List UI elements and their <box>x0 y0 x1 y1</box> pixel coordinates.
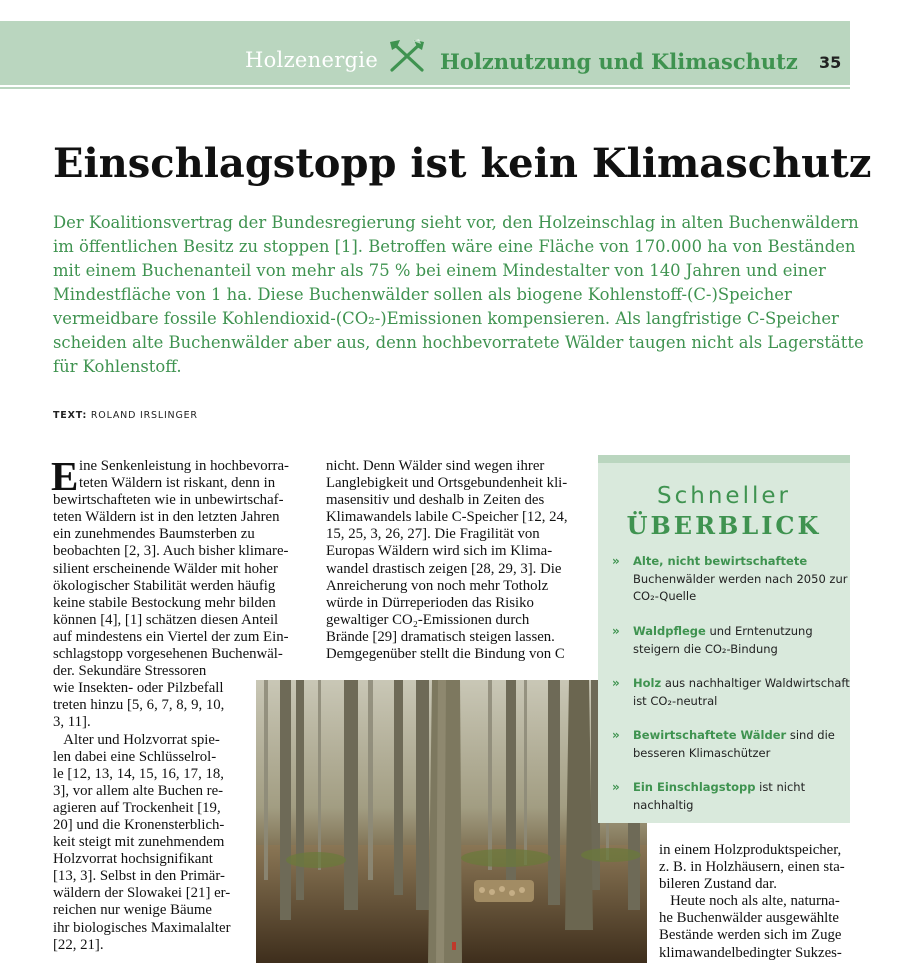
bullet-chevron-icon: » <box>612 624 620 638</box>
body-line: in einem Holzproduktspeicher, <box>659 842 842 858</box>
body-line: ihr biologisches Maximalalter <box>53 919 231 936</box>
overview-item-rest: und Erntenutzung <box>705 624 813 638</box>
lead-line: Der Koalitionsvertrag der Bundesregierung sieht vor, den Holzeinschlag in alten Buchenwäldern <box>53 213 859 232</box>
body-line: [13, 3]. Selbst in den Primär- <box>53 868 225 885</box>
body-line: wandel drastisch zeigen [28, 29, 3]. Die <box>326 560 562 577</box>
body-line: len dabei eine Schlüsselrol- <box>53 748 217 765</box>
body-line: Klimawandels labile C-Speicher [12, 24, <box>326 509 568 526</box>
header-section-label: Holzenergie <box>245 48 379 72</box>
overview-item-line: nachhaltig <box>633 797 694 812</box>
body-line: keit steigt mit zunehmendem <box>53 834 225 851</box>
lead-line: für Kohlenstoff. <box>53 357 182 376</box>
overview-item-highlight: Ein Einschlagstopp <box>633 780 756 794</box>
bullet-chevron-icon: » <box>612 676 620 690</box>
body-column-3 <box>659 842 854 962</box>
bullet-chevron-icon: » <box>612 780 620 794</box>
body-line: Brände [29] dramatisch steigen lassen. <box>326 628 555 645</box>
bullet-chevron-icon: » <box>612 728 620 742</box>
lead-line: scheiden alte Buchenwälder aber aus, denn hochbevorratete Wälder taugen nicht als Lagerstätte <box>53 333 864 352</box>
overview-item <box>612 675 850 710</box>
body-line: Anreicherung von noch mehr Totholz <box>326 577 549 594</box>
beech-forest-photo <box>256 680 647 963</box>
body-line: Europas Wäldern wird sich im Klima- <box>326 543 553 560</box>
body-line: 20] und die Kronensterblich- <box>53 816 225 833</box>
body-line: ein zunehmendes Baumsterben zu <box>53 526 255 543</box>
body-line: 3, 11]. <box>53 714 91 731</box>
overview-item-rest: ist nicht <box>755 780 806 794</box>
body-line: masensitiv und deshalb in Zeiten des <box>326 492 545 509</box>
overview-item <box>612 623 842 658</box>
body-line: agieren auf Trockenheit [19, <box>53 799 221 816</box>
lead-line: vermeidbare fossile Kohlendioxid-(CO₂-)Emissionen kompensieren. Als langfristige C-Speicher <box>53 309 839 328</box>
body-line: können [4], [1] schätzen diesen Anteil <box>53 611 279 628</box>
body-line: bileren Zustand dar. <box>659 876 777 893</box>
body-line: ine Senkenleistung in hochbevorra- <box>79 458 289 474</box>
body-line: Holzvorrat hochsignifikant <box>53 851 213 868</box>
header-rule <box>0 87 850 89</box>
overview-item-line: steigern die CO₂-Bindung <box>633 641 778 656</box>
page-number: 35 <box>819 53 842 72</box>
overview-box <box>598 455 850 823</box>
overview-item-highlight: Alte, nicht bewirtschaftete <box>633 554 808 568</box>
body-line: wäldern der Slowakei [21] er- <box>53 885 231 902</box>
body-line: klimawandelbedingter Sukzes- <box>659 944 842 961</box>
body-line: [22, 21]. <box>53 936 104 953</box>
body-line: teten Wäldern ist in den letzten Jahren <box>53 509 280 526</box>
article-title: Einschlagstopp ist kein Klimaschutz <box>53 140 872 187</box>
byline-author: ROLAND IRSLINGER <box>90 410 198 421</box>
lead-line: mit einem Buchenanteil von mehr als 75 % bei einem Mindestalter von 140 Jahren und einer <box>53 261 826 280</box>
body-line: Heute noch als alte, naturna- <box>659 893 840 910</box>
overview-item-highlight: Waldpflege <box>633 624 706 638</box>
body-line: Demgegenüber stellt die Bindung von C <box>326 646 565 663</box>
body-line: bewirtschafteten wie in unbewirtschaf- <box>53 492 284 509</box>
body-line: Alter und Holzvorrat spie- <box>53 731 220 748</box>
overview-item-line: besseren Klimaschützer <box>633 745 771 760</box>
body-line: wie Insekten- oder Pilzbefall <box>53 680 224 697</box>
overview-title-line2: ÜBERBLICK <box>626 511 822 540</box>
overview-title-line1: Schneller <box>657 483 791 509</box>
body-line: schlagstopp vorgesehenen Buchenwäl- <box>53 646 283 663</box>
byline <box>53 410 198 421</box>
body-column-2 <box>326 458 581 663</box>
bullet-chevron-icon: » <box>612 554 620 568</box>
overview-item-line: ist CO₂-neutral <box>633 693 718 708</box>
overview-item-line: Buchenwälder werden nach 2050 zur <box>633 571 848 586</box>
drop-cap: E <box>51 453 79 499</box>
body-line: ökologischer Stabilität werden häufig <box>53 577 276 594</box>
body-line: Langlebigkeit und Ortsgebundenheit kli- <box>326 475 568 492</box>
overview-item-rest: aus nachhaltiger Waldwirtschaft <box>661 676 850 690</box>
overview-item <box>612 727 842 762</box>
body-line: keine stabile Bestockung mehr bilden <box>53 594 276 611</box>
overview-item-line: CO₂-Quelle <box>633 589 697 603</box>
crossed-axes-icon <box>386 38 428 74</box>
overview-item-highlight: Holz <box>633 676 662 690</box>
body-line: der. Sekundäre Stressoren <box>53 663 207 680</box>
header-topic-title: Holznutzung und Klimaschutz <box>440 49 798 74</box>
body-line: würde in Dürreperioden das Risiko <box>326 594 534 611</box>
overview-item <box>612 779 842 814</box>
body-line: teten Wäldern ist riskant, denn in <box>79 475 276 492</box>
body-line: treten hinzu [5, 6, 7, 8, 9, 10, <box>53 697 225 714</box>
body-line: silient erscheinende Wälder mit hoher <box>53 560 278 577</box>
body-line: Bestände werden sich im Zuge <box>659 927 842 944</box>
body-line: z. B. in Holzhäusern, einen sta- <box>659 859 845 876</box>
body-line: 3], vor allem alte Buchen re- <box>53 782 224 799</box>
byline-label: TEXT: <box>53 410 88 421</box>
body-line: auf mindestens ein Viertel der zum Ein- <box>53 628 289 645</box>
body-line: le [12, 13, 14, 15, 16, 17, 18, <box>53 765 224 782</box>
overview-item-rest: sind die <box>786 728 835 742</box>
article-lead <box>53 211 864 379</box>
lead-line: Mindestfläche von 1 ha. Diese Buchenwälder sollen als biogene Kohlenstoff-(C-)Speicher <box>53 285 792 304</box>
body-line: nicht. Denn Wälder sind wegen ihrer <box>326 458 545 474</box>
overview-item <box>612 553 848 606</box>
body-line: gewaltiger CO₂-Emissionen durch <box>326 611 530 628</box>
overview-item-highlight: Bewirtschaftete Wälder <box>633 728 787 742</box>
body-line: 15, 25, 3, 26, 27]. Die Fragilität von <box>326 526 540 543</box>
body-line: beobachten [2, 3]. Auch bisher klimare- <box>53 543 289 560</box>
lead-line: im öffentlichen Besitz zu stoppen [1]. Betroffen wäre eine Fläche von 170.000 ha von Beständen <box>53 237 856 256</box>
body-line: reichen nur wenige Bäume <box>53 902 213 919</box>
body-line: he Buchenwälder ausgewählte <box>659 910 839 927</box>
